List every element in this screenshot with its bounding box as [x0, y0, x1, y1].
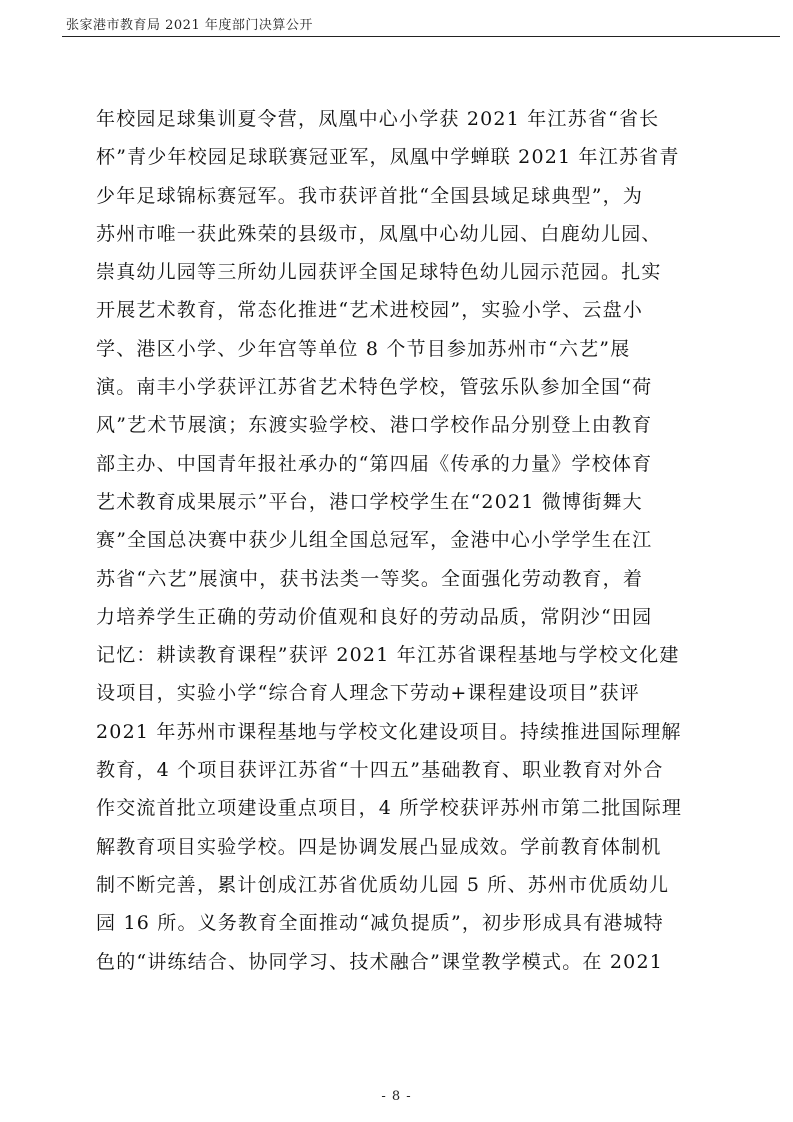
page-header: [62, 12, 780, 37]
text-line: 学、港区小学、少年宫等单位 8 个节目参加苏州市“六艺”展: [96, 337, 631, 360]
text-line: 少年足球锦标赛冠军。我市获评首批“全国县域足球典型”，为: [96, 184, 644, 207]
text-line: 杯”青少年校园足球联赛冠亚军，凤凰中学蝉联 2021 年江苏省青: [96, 146, 680, 169]
text-line: 苏州市唯一获此殊荣的县级市，凤凰中心幼儿园、白鹿幼儿园、: [96, 222, 662, 245]
text-line: 解教育项目实验学校。四是协调发展凸显成效。学前教育体制机: [96, 835, 662, 858]
text-line: 2021 年苏州市课程基地与学校文化建设项目。持续推进国际理解: [96, 720, 682, 743]
text-line: 设项目，实验小学“综合育人理念下劳动+课程建设项目”获评: [96, 682, 640, 705]
text-line: 制不断完善，累计创成江苏省优质幼儿园 5 所、苏州市优质幼儿: [96, 873, 670, 896]
body-text: [96, 100, 712, 981]
text-line: 开展艺术教育，常态化推进“艺术进校园”，实验小学、云盘小: [96, 299, 644, 322]
text-line: 作交流首批立项建设重点项目，4 所学校获评苏州市第二批国际理: [96, 797, 683, 820]
text-line: 部主办、中国青年报社承办的“第四届《传承的力量》学校体育: [96, 452, 653, 475]
text-line: 色的“讲练结合、协同学习、技术融合”课堂教学模式。在 2021: [96, 950, 664, 973]
page-number: - 8 -: [381, 1089, 412, 1104]
text-line: 崇真幼儿园等三所幼儿园获评全国足球特色幼儿园示范园。扎实: [96, 261, 662, 284]
text-line: 年校园足球集训夏令营，凤凰中心小学获 2021 年江苏省“省长: [96, 108, 660, 130]
text-line: 风”艺术节展演；东渡实验学校、港口学校作品分别登上由教育: [96, 414, 653, 437]
text-line: 演。南丰小学获评江苏省艺术特色学校，管弦乐队参加全国“荷: [96, 376, 653, 399]
text-line: 教育，4 个项目获评江苏省“十四五”基础教育、职业教育对外合: [96, 759, 664, 782]
text-line: 记忆：耕读教育课程”获评 2021 年江苏省课程基地与学校文化建: [96, 644, 680, 667]
page-footer: [0, 1085, 793, 1104]
text-line: 园 16 所。义务教育全面推动“减负提质”，初步形成具有港城特: [96, 912, 664, 935]
text-line: 赛”全国总决赛中获少儿组全国总冠军，金港中心小学学生在江: [96, 529, 653, 552]
text-line: 力培养学生正确的劳动价值观和良好的劳动品质，常阴沙“田园: [96, 605, 653, 628]
header-title: 张家港市教育局 2021 年度部门决算公开: [66, 18, 313, 33]
text-line: 苏省“六艺”展演中，获书法类一等奖。全面强化劳动教育，着: [96, 567, 644, 590]
text-line: 艺术教育成果展示”平台，港口学校学生在“2021 微博街舞大: [96, 490, 643, 513]
